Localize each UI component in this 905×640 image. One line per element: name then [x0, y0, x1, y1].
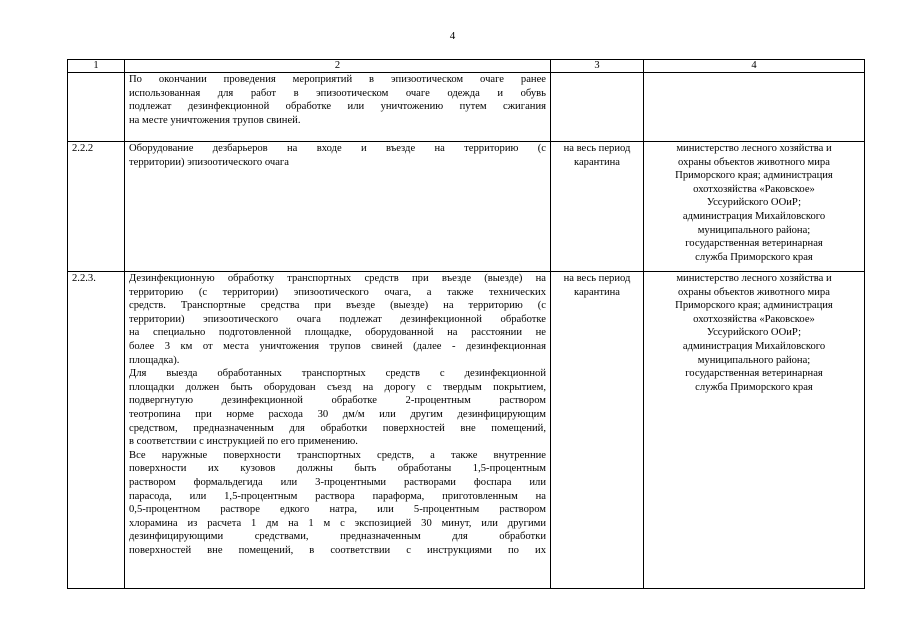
row-description — [125, 142, 551, 272]
table-row — [68, 272, 865, 589]
text-line: теотропина при норме расхода 30 дм/м или другим дезинфицирующим — [129, 408, 546, 420]
text-line: Уссурийского ООиР; — [706, 197, 802, 209]
row-number: 2.2.2 — [68, 142, 125, 272]
text-line: территории) эпизоотического очага — [129, 156, 289, 168]
row-number: 2.2.3. — [68, 272, 125, 589]
text-line: карантина — [573, 156, 621, 168]
text-line: охраны объектов животного мира — [678, 156, 830, 168]
text-line: Приморского края; администрация — [675, 300, 833, 312]
row-period — [551, 272, 644, 589]
text-line: поверхности их кузовов должны быть обработаны 1,5-процентным — [129, 463, 546, 475]
text-line: 0,5-процентном растворе едкого натра, или 5-процентным раствором — [129, 504, 546, 516]
text-line: в соответствии с инструкцией по его применению. — [129, 436, 358, 448]
text-line: поверхностей вне помещений, в соответствии с инструкциями по их — [129, 544, 546, 556]
text-line: Все наружные поверхности транспортных средств, а также внутренние — [129, 449, 546, 461]
text-line: муниципального района; — [697, 354, 811, 366]
text-line: администрация Михайловского — [682, 210, 826, 222]
text-line: дезинфицирующими средствами, предназначенным для обработки — [129, 531, 546, 543]
text-line: администрация Михайловского — [682, 340, 826, 352]
text-line: министерство лесного хозяйства и — [676, 273, 832, 284]
text-line: охраны объектов животного мира — [678, 286, 830, 298]
text-line: более 3 км от места уничтожения трупов свиней (далее - дезинфекционная — [129, 340, 546, 352]
table-row — [68, 142, 865, 272]
row-responsible — [644, 73, 865, 142]
text-line: территорию (с территории) эпизоотического очага, а также технических — [129, 286, 546, 298]
text-line: Дезинфекционную обработку транспортных средств при въезде (выезде) на — [129, 273, 546, 284]
text-line: площадки должен быть оборудован съезд на дорогу с твердым покрытием, — [129, 381, 546, 393]
text-line: Приморского края; администрация — [675, 170, 833, 182]
text-line: Оборудование дезбарьеров на входе и въезде на территорию (с — [129, 143, 546, 154]
text-line: государственная ветеринарная — [685, 238, 823, 250]
text-line: карантина — [573, 286, 621, 298]
column-header-4: 4 — [644, 60, 865, 73]
text-line: на весь период — [563, 273, 631, 284]
row-description — [125, 272, 551, 589]
text-line: Для выезда обработанных транспортных средств с дезинфекционной — [129, 368, 546, 380]
row-description — [125, 73, 551, 142]
text-line: раствором формальдегида или 3-процентными растворами фоспара или — [129, 476, 546, 488]
text-line: территории) эпизоотического очага подлежат дезинфекционной обработке — [129, 313, 546, 325]
text-line: служба Приморского края — [695, 251, 813, 263]
text-line: хлорамина из расчета 1 дм на 1 м с экспозицией 30 минут, или другими — [129, 517, 546, 529]
row-period — [551, 73, 644, 142]
text-line: По окончании проведения мероприятий в эпизоотическом очаге ранее — [129, 74, 546, 85]
text-line: площадка). — [129, 354, 180, 366]
text-line: средств. Транспортные средства при въезде (выезде) на территорию (с — [129, 300, 546, 312]
text-line: парасода, или 1,5-процентным раствора параформа, приготовленным на — [129, 490, 546, 502]
text-line: муниципального района; — [697, 224, 811, 236]
measures-table — [67, 59, 865, 589]
text-line: министерство лесного хозяйства и — [676, 143, 832, 154]
column-header-3: 3 — [551, 60, 644, 73]
text-line: охотхозяйства «Раковское» — [693, 313, 815, 325]
text-line: средством, предназначенным для обработки поверхностей вне помещений, — [129, 422, 546, 434]
row-period — [551, 142, 644, 272]
column-header-2: 2 — [125, 60, 551, 73]
text-line: на весь период — [563, 143, 631, 154]
text-line: охотхозяйства «Раковское» — [693, 183, 815, 195]
text-line: Уссурийского ООиР; — [706, 327, 802, 339]
text-line: на специально подготовленной площадке, оборудованной на расстоянии не — [129, 327, 546, 339]
table-row — [68, 73, 865, 142]
column-header-1: 1 — [68, 60, 125, 73]
row-responsible — [644, 272, 865, 589]
text-line: служба Приморского края — [695, 381, 813, 393]
text-line: подвергнутую дезинфекционной обработке 2-процентным раствором — [129, 395, 546, 407]
row-responsible — [644, 142, 865, 272]
text-line: использованная для работ в эпизоотическом очаге одежда и обувь — [129, 87, 546, 99]
text-line: подлежат дезинфекционной обработке или уничтожению путем сжигания — [129, 101, 546, 113]
page-number: 4 — [449, 30, 456, 42]
text-line: государственная ветеринарная — [685, 368, 823, 380]
table-header-row — [68, 60, 865, 73]
text-line: на месте уничтожения трупов свиней. — [129, 114, 301, 126]
row-number — [68, 73, 125, 142]
